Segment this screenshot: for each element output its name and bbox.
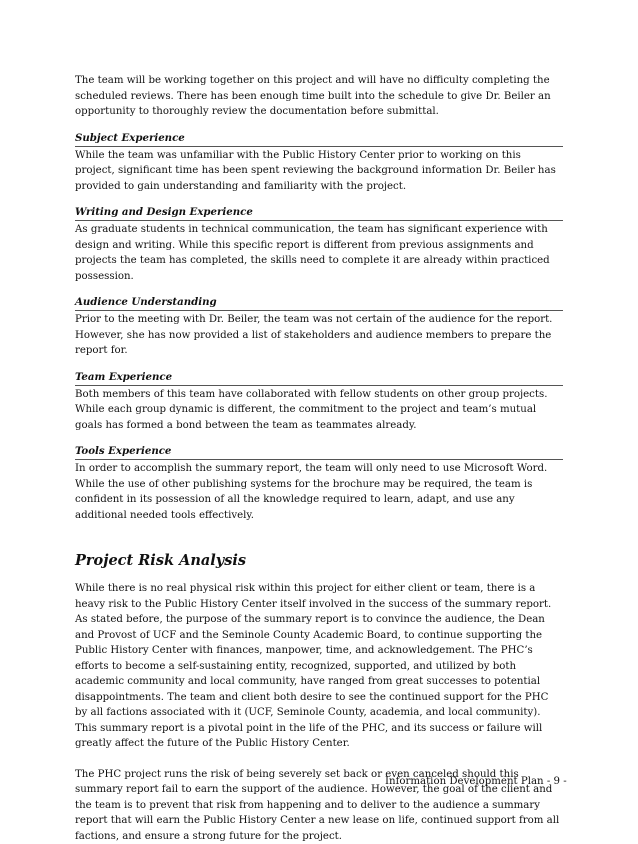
section-heading: Tools Experience [75, 444, 563, 460]
risk-paragraph-2: The PHC project runs the risk of being severely set back or even canceled should this summary report fail to earn the support of the audience. However, the goal of the client and the team is to prevent that risk from happening and to deliver to the audience a summary report that will earn the Public History Center a new lease on life, continued support from all factions, and ensure a strong future for the project. [75, 767, 563, 844]
section-text: As graduate students in technical communication, the team has significant experience with design and writing. While this specific report is different from previous assignments and projects the team has completed, the skills need to complete it are already within practiced possession. [75, 222, 563, 284]
intro-paragraph: The team will be working together on this project and will have no difficulty completing the scheduled reviews. There has been enough time built into the schedule to give Dr. Beiler an opportunity to thoroughly review the documentation before submittal. [75, 73, 563, 120]
section-subject-experience [75, 131, 563, 195]
section-tools-experience [75, 444, 563, 523]
section-writing-design-experience [75, 205, 563, 284]
risk-paragraph-1: While there is no real physical risk within this project for either client or team, there is a heavy risk to the Public History Center itself involved in the success of the summary report. As stated before, the purpose of the summary report is to convince the audience, the Dean and Provost of UCF and the Seminole County Academic Board, to continue supporting the Public History Center with finances, manpower, time, and acknowledgement. The PHC’s efforts to become a self-sustaining entity, recognized, supported, and utilized by both academic community and local community, have ranged from great successes to potential disappointments. The team and client both desire to see the continued support for the PHC by all factions associated with it (UCF, Seminole County, academia, and local community). This summary report is a pivotal point in the life of the PHC, and its success or failure will greatly affect the future of the Public History Center. [75, 581, 563, 752]
section-text: Both members of this team have collaborated with fellow students on other group projects. While each group dynamic is different, the commitment to the project and team’s mutual goals has formed a bond between the team as teammates already. [75, 387, 563, 434]
section-team-experience [75, 370, 563, 434]
section-heading: Subject Experience [75, 131, 563, 147]
section-text: Prior to the meeting with Dr. Beiler, the team was not certain of the audience for the report. However, she has now provided a list of stakeholders and audience members to prepare the report for. [75, 312, 563, 359]
risk-analysis-title: Project Risk Analysis [75, 551, 563, 571]
document-page [75, 73, 563, 844]
page-footer: Information Development Plan - 9 - [385, 775, 567, 789]
section-text: While the team was unfamiliar with the Public History Center prior to working on this project, significant time has been spent reviewing the background information Dr. Beiler has provided to gain understanding and familiarity with the project. [75, 148, 563, 195]
section-text: In order to accomplish the summary report, the team will only need to use Microsoft Word. While the use of other publishing systems for the brochure may be required, the team is confident in its possession of all the knowledge required to learn, adapt, and use any additional needed tools effectively. [75, 461, 563, 523]
section-heading: Writing and Design Experience [75, 205, 563, 221]
section-audience-understanding [75, 295, 563, 359]
section-heading: Audience Understanding [75, 295, 563, 311]
section-heading: Team Experience [75, 370, 563, 386]
